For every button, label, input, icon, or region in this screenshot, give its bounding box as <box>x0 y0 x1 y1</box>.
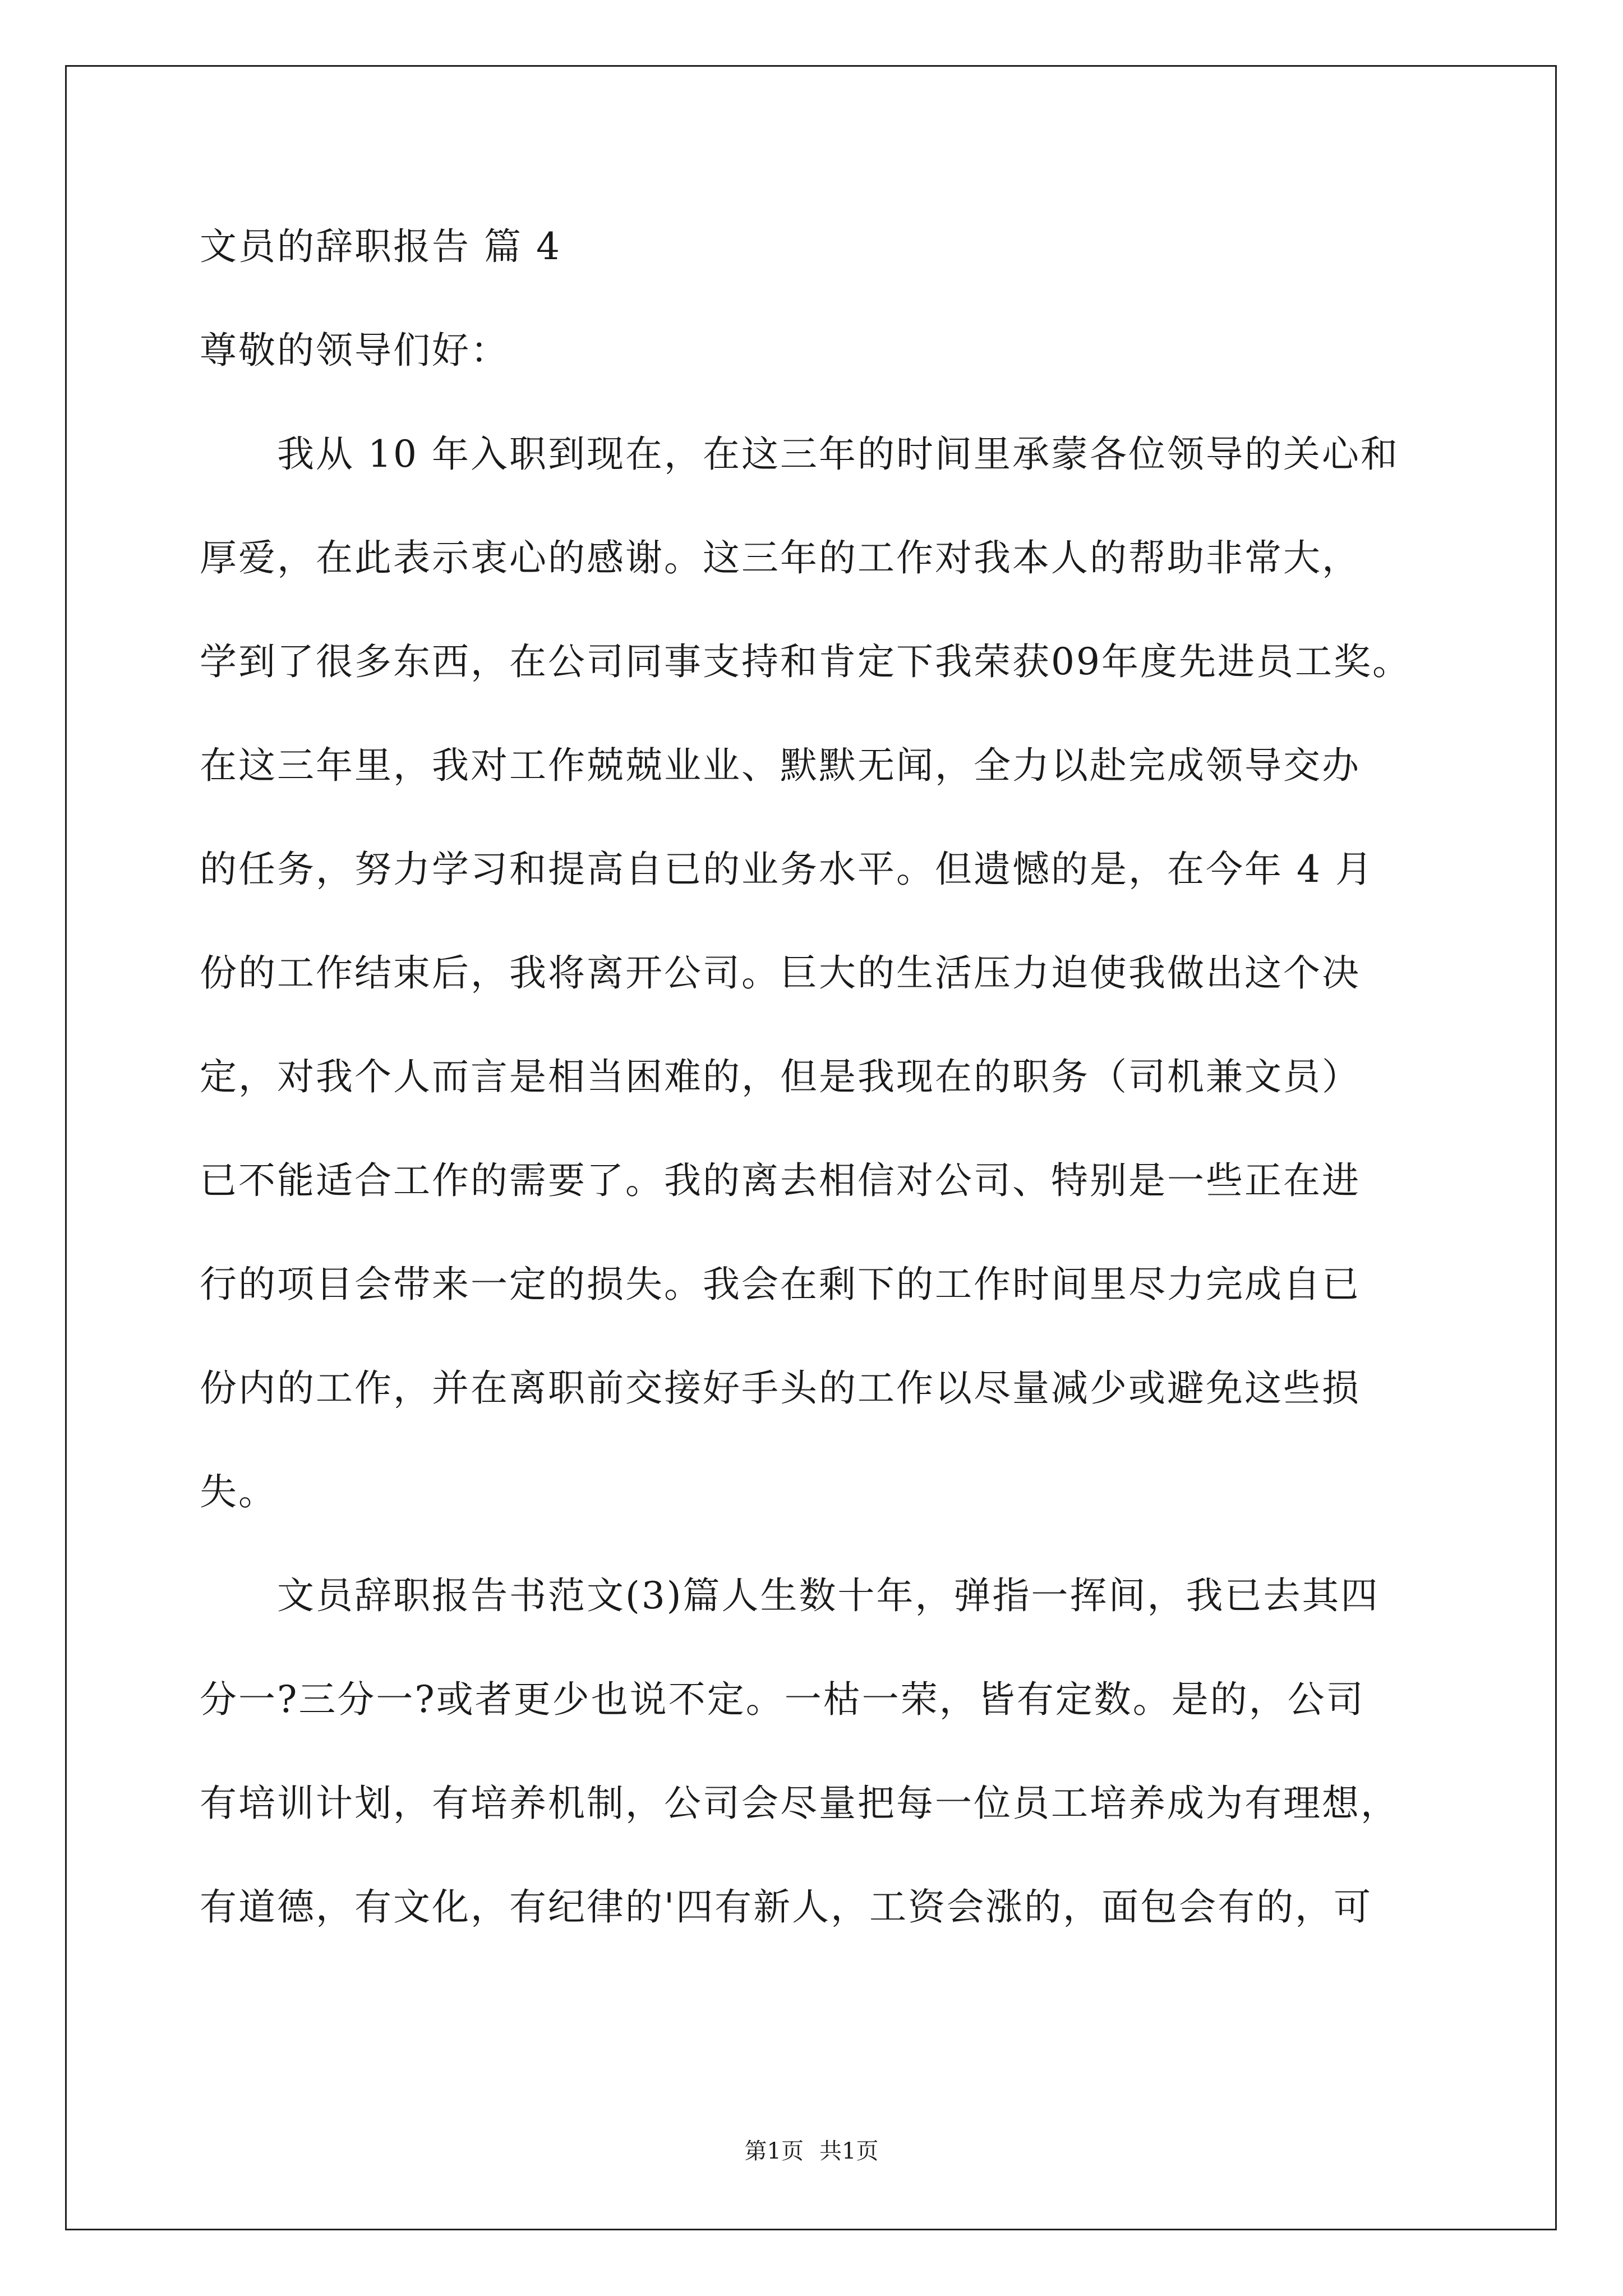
paragraph-line: 厚爱，在此表示衷心的感谢。这三年的工作对我本人的帮助非常大， <box>200 536 1361 579</box>
paragraph-line: 行的项目会带来一定的损失。我会在剩下的工作时间里尽力完成自已 <box>200 1263 1361 1306</box>
page-footer <box>0 2137 1623 2165</box>
paragraph-line: 定，对我个人而言是相当困难的，但是我现在的职务（司机兼文员） <box>200 1055 1361 1098</box>
paragraph-line: 的任务，努力学习和提高自已的业务水平。但遗憾的是，在今年 4 月 <box>200 848 1374 891</box>
paragraph-line: 文员辞职报告书范文(3)篇人生数十年，弹指一挥间，我已去其四 <box>200 1574 1380 1617</box>
paragraph-line: 失。 <box>200 1470 277 1513</box>
page-total: 共1页 <box>819 2138 879 2164</box>
paragraph-line: 已不能适合工作的需要了。我的离去相信对公司、特别是一些正在进 <box>200 1159 1361 1202</box>
paragraph-line: 在这三年里，我对工作兢兢业业、默默无闻，全力以赴完成领导交办 <box>200 744 1361 787</box>
paragraph-line: 分一?三分一?或者更少也说不定。一枯一荣，皆有定数。是的，公司 <box>200 1678 1365 1721</box>
paragraph-line: 有培训计划，有培养机制，公司会尽量把每一位员工培养成为有理想， <box>200 1782 1399 1825</box>
greeting: 尊敬的领导们好： <box>200 329 509 372</box>
paragraph-line: 有道德，有文化，有纪律的'四有新人，工资会涨的，面包会有的，可 <box>200 1885 1373 1929</box>
paragraph-line: 份的工作结束后，我将离开公司。巨大的生活压力迫使我做出这个决 <box>200 951 1361 995</box>
paragraph-line: 份内的工作，并在离职前交接好手头的工作以尽量减少或避免这些损 <box>200 1366 1361 1410</box>
paragraph-line: 学到了很多东西，在公司同事支持和肯定下我荣获09年度先进员工奖。 <box>200 640 1411 683</box>
page-number: 第1页 <box>744 2138 804 2164</box>
document-title: 文员的辞职报告 篇 4 <box>200 225 561 268</box>
paragraph-line: 我从 10 年入职到现在，在这三年的时间里承蒙各位领导的关心和 <box>200 432 1399 476</box>
